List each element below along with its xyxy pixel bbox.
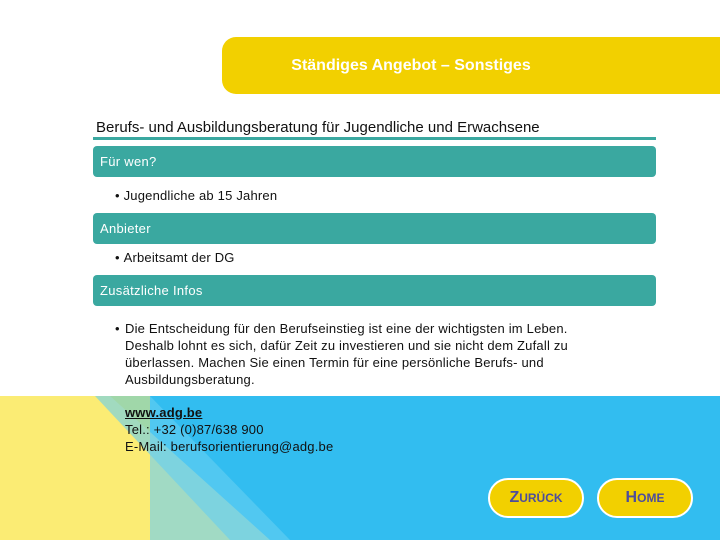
back-button-label: URÜCK [519,491,563,505]
back-button-initial: Z [509,489,520,506]
bullet-additional-info [115,320,620,388]
back-button[interactable] [488,478,584,518]
bullet-dot: • [115,321,120,336]
bullet-text: Die Entscheidung für den Berufseinstieg ist eine der wichtigsten im Leben. Deshalb lohnt es sich, dafür Zeit zu investieren und sie nicht dem Zufall zu überlassen. Machen Sie einen Termin für eine persönliche Berufs- und Ausbildungsberatung. [125,321,568,387]
home-button-initial: H [625,489,638,506]
section-heading-additional-info: Zusätzliche Infos [93,275,656,306]
bullet-text: Arbeitsamt der DG [123,250,235,265]
home-button-label: OME [637,491,665,505]
bullet-text: Jugendliche ab 15 Jahren [123,188,278,203]
phone-text: Tel.: +32 (0)87/638 900 [125,422,264,437]
bullet-provider: • Arbeitsamt der DG [115,250,235,265]
section-heading-provider: Anbieter [93,213,656,244]
email-text: E-Mail: berufsorientierung@adg.be [125,439,334,454]
subtitle-divider [93,137,656,140]
header-title: Ständiges Angebot – Sonstiges [291,56,531,74]
contact-block [125,404,333,455]
bullet-target-group: • Jugendliche ab 15 Jahren [115,188,278,203]
website-link[interactable]: www.adg.be [125,405,203,420]
header-banner [222,37,720,94]
section-heading-target-group: Für wen? [93,146,656,177]
home-button[interactable] [597,478,693,518]
page-subtitle: Berufs- und Ausbildungsberatung für Jugendliche und Erwachsene [96,119,540,136]
